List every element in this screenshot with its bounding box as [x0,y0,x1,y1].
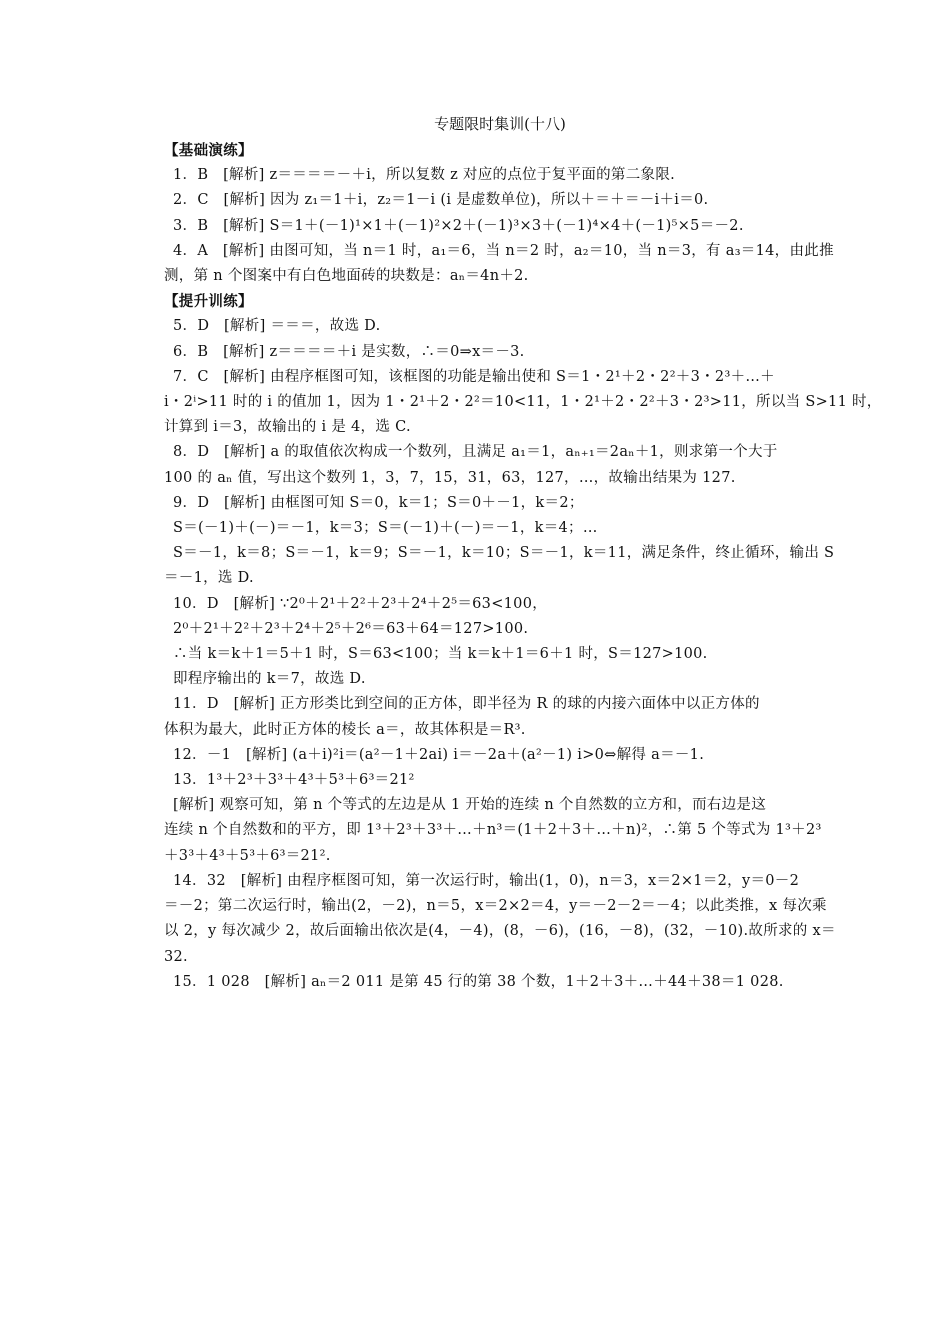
answer-line: ＋3³＋4³＋5³＋6³＝21². [164,847,331,864]
answer-line: 14．32 [解析] 由程序框图可知，第一次运行时，输出(1，0)，n＝3，x＝2×1＝2，y＝0－2 [173,872,800,889]
answer-line: 32. [164,948,188,965]
answer-sheet [164,112,882,995]
section-heading-basic: 【基础演练】 [164,142,253,159]
answer-line: 100 的 aₙ 值，写出这个数列 1，3，7，15，31，63，127，…，故输出结果为 127. [164,469,736,486]
answer-line: 15．1 028 [解析] aₙ＝2 011 是第 45 行的第 38 个数，1＋2＋3＋…＋44＋38＝1 028. [173,973,784,990]
answer-line: 测，第 n 个图案中有白色地面砖的块数是：aₙ＝4n＋2. [164,268,529,285]
answer-line: 即程序输出的 k＝7，故选 D. [173,671,366,688]
answer-line: 6．B [解析] z＝＝＝＝＋i 是实数，∴＝0⇒x＝－3. [173,343,525,360]
answer-line: 10．D [解析] ∵2⁰＋2¹＋2²＋2³＋2⁴＋2⁵＝63<100， [173,595,548,612]
page-title: 专题限时集训(十八) [434,115,566,133]
answer-line: 连续 n 个自然数和的平方，即 1³＋2³＋3³＋…＋n³＝(1＋2＋3＋…＋n)²，∴第 5 个等式为 1³＋2³ [164,822,822,839]
answer-line: 以 2，y 每次减少 2，故后面输出依次是(4，－4)，(8，－6)，(16，－8)，(32，－10).故所求的 x＝ [164,923,836,940]
answer-line: i・2ⁱ>11 时的 i 的值加 1，因为 1・2¹＋2・2²＝10<11，1・2¹＋2・2²＋3・2³>11，所以当 S>11 时， [164,394,882,411]
answer-line: S＝(－1)＋(－)＝－1，k＝3；S＝(－1)＋(－)＝－1，k＝4；… [173,520,598,537]
answer-line: 13．1³＋2³＋3³＋4³＋5³＋6³＝21² [173,772,415,789]
section-heading-advanced: 【提升训练】 [164,293,253,311]
answer-line: 4．A [解析] 由图可知，当 n＝1 时，a₁＝6，当 n＝2 时，a₂＝10，当 n＝3，有 a₃＝14，由此推 [173,242,834,259]
answer-line: [解析] 观察可知，第 n 个等式的左边是从 1 开始的连续 n 个自然数的立方和，而右边是这 [173,797,767,814]
answer-line: 8．D [解析] a 的取值依次构成一个数列，且满足 a₁＝1，aₙ₊₁＝2aₙ＋1，则求第一个大于 [173,444,778,461]
answer-line: 5．D [解析] ＝＝＝，故选 D. [173,318,381,335]
answer-line: ∴当 k＝k＋1＝5＋1 时，S＝63<100；当 k＝k＋1＝6＋1 时，S＝127>100. [173,646,708,663]
answer-line: 11．D [解析] 正方形类比到空间的正方体，即半径为 R 的球的内接六面体中以正方体的 [173,696,760,713]
answer-line: ＝－2；第二次运行时，输出(2，－2)，n＝5，x＝2×2＝4，y＝－2－2＝－4；以此类推，x 每次乘 [164,898,827,915]
answer-line: 7．C [解析] 由程序框图可知，该框图的功能是输出使和 S＝1・2¹＋2・2²＋3・2³＋…＋ [173,368,775,385]
answer-line: 2．C [解析] 因为 z₁＝1＋i，z₂＝1－i (i 是虚数单位)，所以＋＝＋＝－i＋i＝0. [173,192,709,209]
answer-line: 12．－1 [解析] (a＋i)²i＝(a²－1＋2ai) i＝－2a＋(a²－1) i>0⇔解得 a＝－1. [173,746,705,763]
answer-line: ＝－1，选 D. [164,570,254,587]
answer-line: 2⁰＋2¹＋2²＋2³＋2⁴＋2⁵＋2⁶＝63＋64＝127>100. [173,620,529,637]
answer-line: 体积为最大，此时正方体的棱长 a＝，故其体积是＝R³. [164,721,526,738]
answer-line: 3．B [解析] S＝1＋(－1)¹×1＋(－1)²×2＋(－1)³×3＋(－1)⁴×4＋(－1)⁵×5＝－2. [173,217,744,234]
answer-line: S＝－1，k＝8；S＝－1，k＝9；S＝－1，k＝10；S＝－1，k＝11，满足条件，终止循环，输出 S [173,545,835,562]
answer-line: 1．B [解析] z＝＝＝＝－＋i，所以复数 z 对应的点位于复平面的第二象限. [173,167,676,184]
answer-line: 计算到 i＝3，故输出的 i 是 4，选 C. [164,419,411,436]
answer-line: 9．D [解析] 由框图可知 S＝0，k＝1；S＝0＋－1，k＝2； [173,494,584,511]
